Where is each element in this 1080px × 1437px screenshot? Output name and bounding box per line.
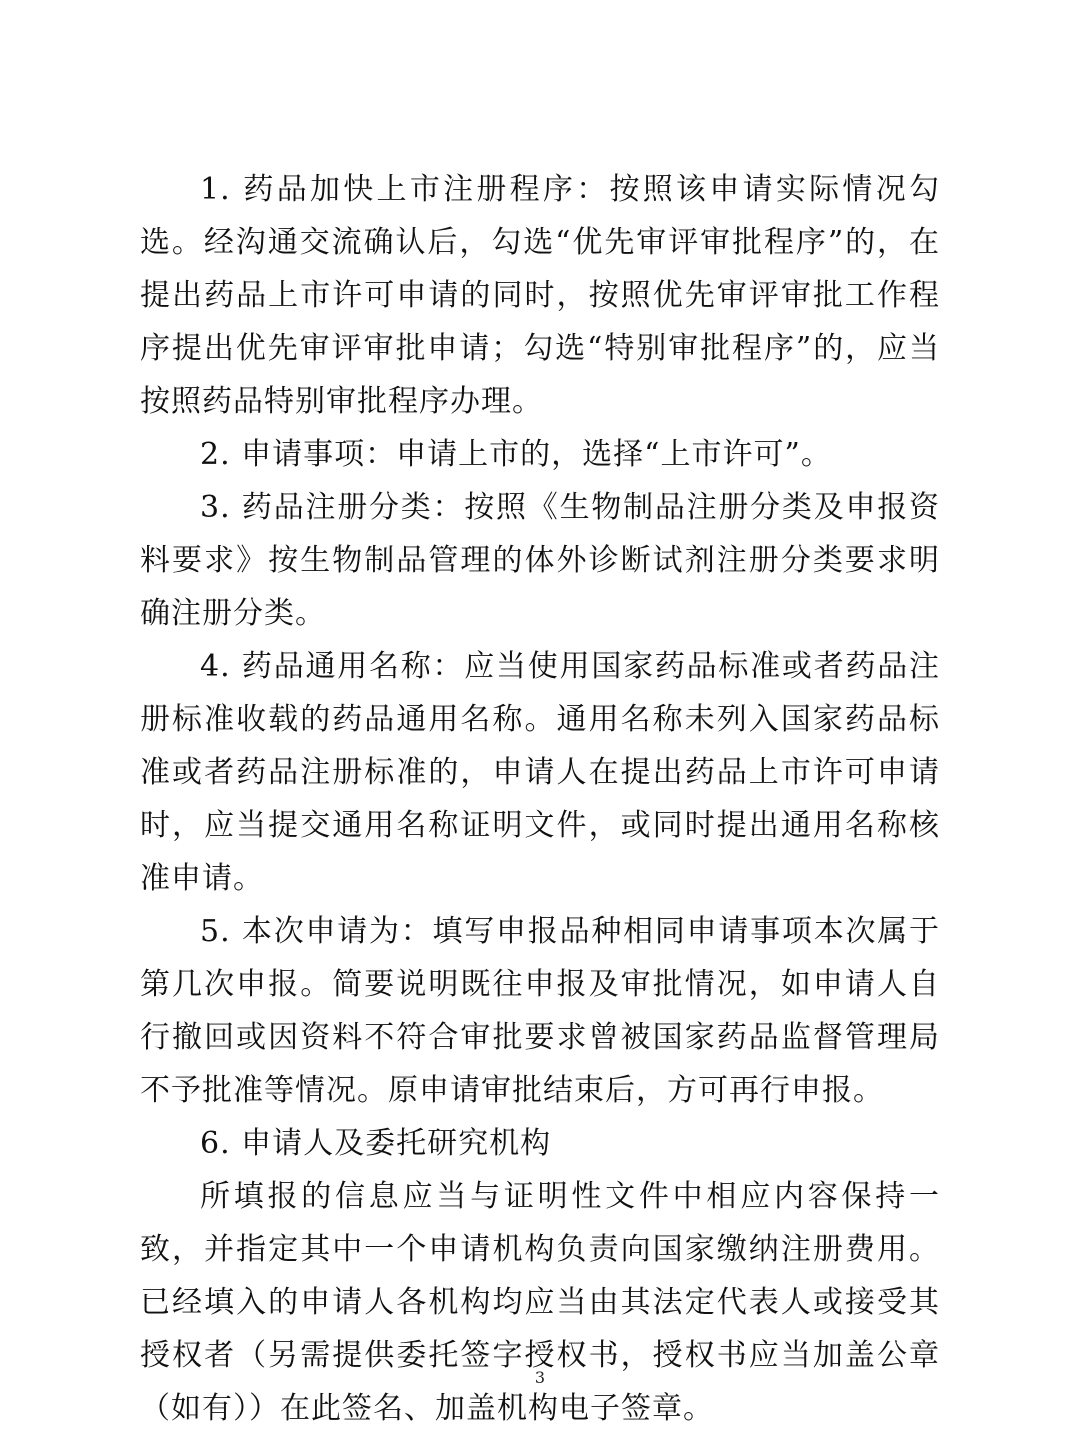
paragraph-applicant-details: 所填报的信息应当与证明性文件中相应内容保持一致，并指定其中一个申请机构负责向国家缴纳注册费用。已经填入的申请人各机构均应当由其法定代表人或接受其授权者（另需提供委托签字授权书，授权书应当加盖公章（如有））在此签名、加盖机构电子签章。 bbox=[140, 1179, 940, 1426]
paragraph-registration-category: 3. 药品注册分类：按照《生物制品注册分类及申报资料要求》按生物制品管理的体外诊断试剂注册分类要求明确注册分类。 bbox=[140, 490, 940, 631]
paragraph-current-application: 5. 本次申请为：填写申报品种相同申请事项本次属于第几次申报。简要说明既往申报及审批情况，如申请人自行撤回或因资料不符合审批要求曾被国家药品监督管理局不予批准等情况。原申请审批结束后，方可再行申报。 bbox=[140, 914, 940, 1108]
paragraph-applicant-heading: 6. 申请人及委托研究机构 bbox=[200, 1126, 552, 1161]
paragraph-application-item: 2. 申请事项：申请上市的，选择“上市许可”。 bbox=[200, 437, 832, 472]
page-number: 3 bbox=[534, 1368, 546, 1387]
paragraph-expedited-registration: 1. 药品加快上市注册程序：按照该申请实际情况勾选。经沟通交流确认后，勾选“优先审评审批程序”的，在提出药品上市许可申请的同时，按照优先审评审批工作程序提出优先审评审批申请；勾选“特别审批程序”的，应当按照药品特别审批程序办理。 bbox=[140, 172, 940, 419]
paragraph-generic-name: 4. 药品通用名称：应当使用国家药品标准或者药品注册标准收载的药品通用名称。通用名称未列入国家药品标准或者药品注册标准的，申请人在提出药品上市许可申请时，应当提交通用名称证明文件，或同时提出通用名称核准申请。 bbox=[140, 649, 940, 896]
document-body bbox=[140, 163, 940, 1435]
